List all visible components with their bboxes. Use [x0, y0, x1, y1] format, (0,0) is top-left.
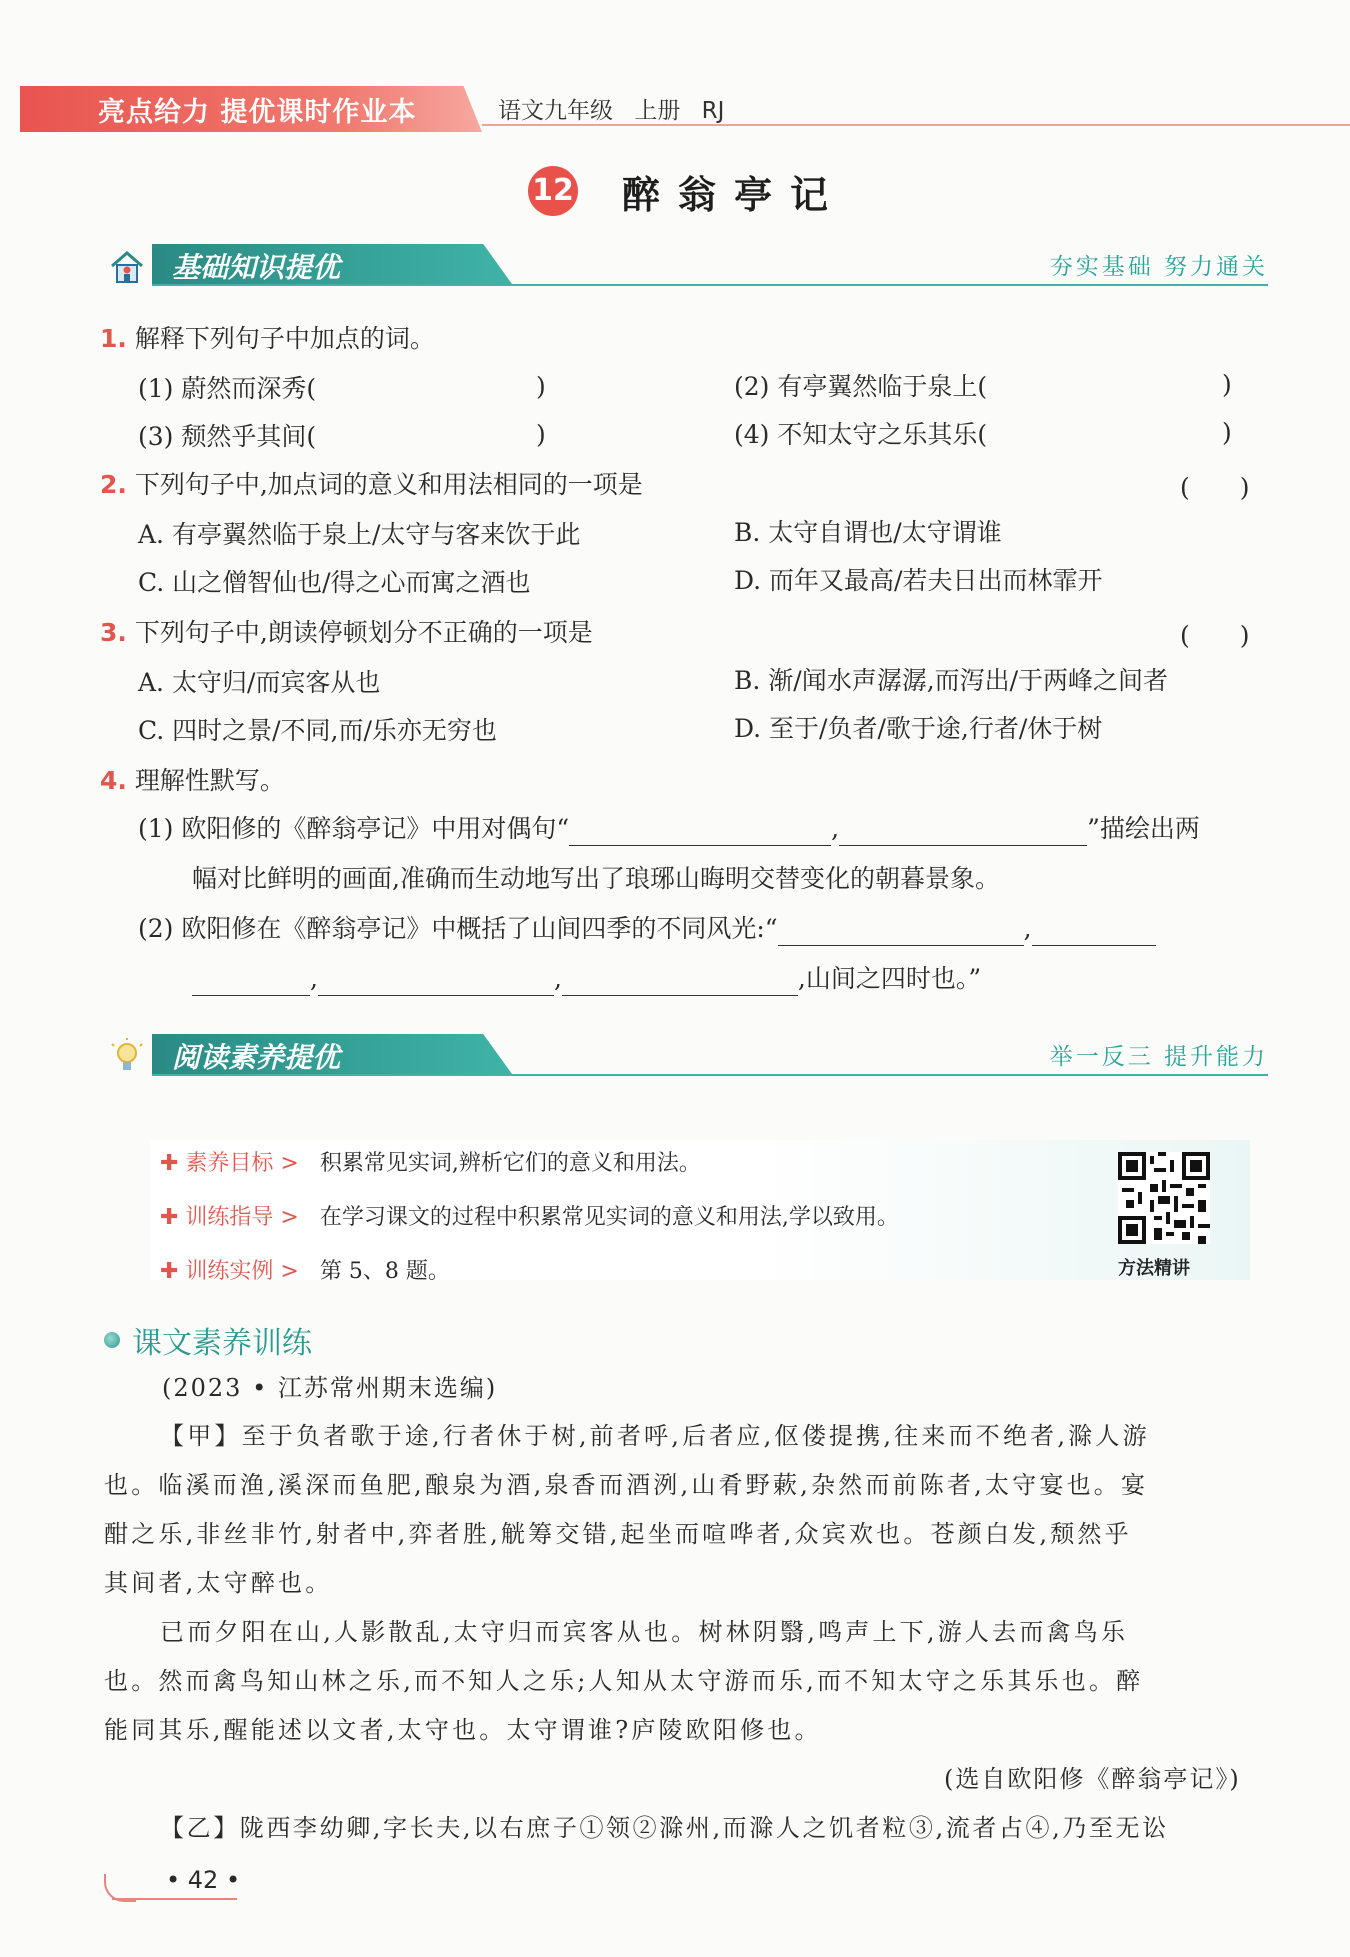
- bullet-dot-icon: [104, 1332, 120, 1348]
- answer-paren: ( ): [1180, 473, 1250, 502]
- section-slogan: 夯实基础 努力通关: [1049, 254, 1268, 280]
- lesson-number-badge: 12: [528, 166, 578, 216]
- section-slogan: 举一反三 提升能力: [1049, 1044, 1268, 1070]
- question-stem: 理解性默写。: [134, 766, 285, 795]
- q2-option-a: A. 有亭翼然临于泉上/太守与客来饮于此: [138, 520, 581, 549]
- comma: ,: [831, 814, 840, 843]
- jia-para2-line-1: 已而夕阳在山,人影散乱,太守归而宾客从也。树林阴翳,鸣声上下,游人去而禽鸟乐: [160, 1618, 1129, 1646]
- header-band: [20, 86, 1330, 132]
- q4-sub-1-line-2: 幅对比鲜明的画面,准确而生动地写出了琅琊山晦明交替变化的朝暮景象。: [192, 864, 1000, 893]
- guide-value: 第 5、8 题。: [319, 1259, 450, 1284]
- q1-item-1-close: ): [536, 372, 546, 401]
- jia-line-1: 【甲】至于负者歌于途,行者休于树,前者呼,后者应,伛偻提携,往来而不绝者,滁人游: [160, 1422, 1150, 1450]
- question-2: [100, 468, 643, 502]
- header-rule: [482, 124, 1350, 126]
- question-number: 2.: [100, 470, 127, 499]
- guide-row-1: [160, 1146, 701, 1177]
- q2-option-d: D. 而年又最高/若夫日出而林霏开: [734, 566, 1103, 595]
- q4-sub-1-line-1: [138, 812, 1200, 846]
- question-3: [100, 616, 593, 650]
- section-bar-basics: [100, 244, 1268, 288]
- q2-option-b: B. 太守自谓也/太守谓谁: [734, 518, 1002, 547]
- comma: ,: [310, 964, 318, 993]
- guide-row-2: [160, 1200, 899, 1231]
- q1-item-2-close: ): [1222, 370, 1232, 399]
- q1-item-3-close: ): [536, 420, 546, 449]
- jia-line-4: 其间者,太守醉也。: [104, 1569, 333, 1597]
- question-number: 3.: [100, 618, 127, 647]
- q4-sub-2-line-1: [138, 912, 1156, 946]
- brand-name: 亮点给力 提优课时作业本: [98, 97, 417, 128]
- q2-option-c: C. 山之僧智仙也/得之心而寓之酒也: [138, 568, 531, 597]
- q4-s2-tail: ,山间之四时也。”: [797, 964, 982, 993]
- guide-key: ✚ 素养目标 >: [160, 1151, 299, 1176]
- q1-item-4-close: ): [1222, 418, 1232, 447]
- q1-item-1: (1) 蔚然而深秀(: [138, 374, 317, 403]
- fill-blank[interactable]: [318, 969, 554, 996]
- guide-row-3: [160, 1254, 450, 1285]
- volume: 上册: [634, 98, 681, 124]
- guide-key: ✚ 训练指导 >: [160, 1205, 299, 1230]
- q3-option-b: B. 渐/闻水声潺潺,而泻出/于两峰之间者: [734, 666, 1169, 695]
- jia-line-3: 酣之乐,非丝非竹,射者中,弈者胜,觥筹交错,起坐而喧哗者,众宾欢也。苍颜白发,颓然乎: [104, 1520, 1132, 1548]
- citation: (选自欧阳修《醉翁亭记》): [944, 1765, 1241, 1793]
- section-title: 阅读素养提优: [172, 1041, 341, 1074]
- guide-value: 积累常见实词,辨析它们的意义和用法。: [319, 1151, 701, 1176]
- fill-blank[interactable]: [839, 819, 1087, 846]
- section-rule: [152, 1074, 1268, 1076]
- question-4: [100, 764, 285, 798]
- guide-value: 在学习课文的过程中积累常见实词的意义和用法,学以致用。: [319, 1205, 899, 1230]
- qr-caption: 方法精讲: [1118, 1258, 1190, 1279]
- fill-blank[interactable]: [562, 969, 798, 996]
- jia-para2-line-3: 能同其乐,醒能述以文者,太守也。太守谓谁?庐陵欧阳修也。: [104, 1716, 822, 1744]
- q4-sub-2-line-2: [192, 962, 981, 996]
- question-number: 1.: [100, 324, 127, 353]
- fill-blank[interactable]: [1032, 919, 1156, 946]
- section-rule: [152, 284, 1268, 286]
- reading-source: (2023 • 江苏常州期末选编): [162, 1374, 498, 1402]
- q3-option-d: D. 至于/负者/歌于途,行者/休于树: [734, 714, 1103, 743]
- page-number-rule: [112, 1898, 237, 1900]
- question-1: [100, 322, 435, 356]
- q4-s1-text: (1) 欧阳修的《醉翁亭记》中用对偶句“: [138, 814, 570, 843]
- q3-option-c: C. 四时之景/不同,而/乐亦无穷也: [138, 716, 497, 745]
- comma: ,: [1023, 914, 1032, 943]
- section-title: 基础知识提优: [172, 251, 341, 284]
- lightbulb-icon: [108, 1038, 146, 1076]
- question-stem: 下列句子中,加点词的意义和用法相同的一项是: [134, 470, 643, 499]
- guide-key: ✚ 训练实例 >: [160, 1259, 299, 1284]
- house-icon: [108, 248, 146, 286]
- q3-option-a: A. 太守归/而宾客从也: [138, 668, 381, 697]
- q4-s2-text: (2) 欧阳修在《醉翁亭记》中概括了山间四季的不同风光:“: [138, 914, 778, 943]
- q1-item-2: (2) 有亭翼然临于泉上(: [734, 372, 988, 401]
- fill-blank[interactable]: [778, 919, 1024, 946]
- comma: ,: [553, 964, 562, 993]
- question-stem: 解释下列句子中加点的词。: [134, 324, 435, 353]
- lesson-title: 醉翁亭记: [622, 172, 847, 217]
- q4-s1-tail: ”描绘出两: [1087, 814, 1200, 843]
- edition: RJ: [701, 98, 725, 124]
- qr-code-icon[interactable]: [1118, 1152, 1210, 1244]
- section-bar-reading: [100, 1034, 1268, 1078]
- subject: 语文九年级: [498, 98, 613, 124]
- q1-item-4: (4) 不知太守之乐其乐(: [734, 420, 988, 449]
- fill-blank[interactable]: [569, 819, 831, 846]
- reading-subhead: 课文素养训练: [132, 1326, 312, 1361]
- yi-line-1: 【乙】陇西李幼卿,字长夫,以右庶子①领②滁州,而滁人之饥者粒③,流者占④,乃至无讼: [160, 1814, 1169, 1842]
- fill-blank[interactable]: [192, 969, 310, 996]
- question-stem: 下列句子中,朗读停顿划分不正确的一项是: [134, 618, 593, 647]
- question-number: 4.: [100, 766, 127, 795]
- answer-paren: ( ): [1180, 621, 1250, 650]
- q1-item-3: (3) 颓然乎其间(: [138, 422, 317, 451]
- jia-para2-line-2: 也。然而禽鸟知山林之乐,而不知人之乐;人知从太守游而乐,而不知太守之乐其乐也。醉: [104, 1667, 1144, 1695]
- jia-line-2: 也。临溪而渔,溪深而鱼肥,酿泉为酒,泉香而酒洌,山肴野蔌,杂然而前陈者,太守宴也。宴: [104, 1471, 1149, 1499]
- page-number: • 42 •: [166, 1866, 241, 1894]
- book-info: [498, 92, 724, 125]
